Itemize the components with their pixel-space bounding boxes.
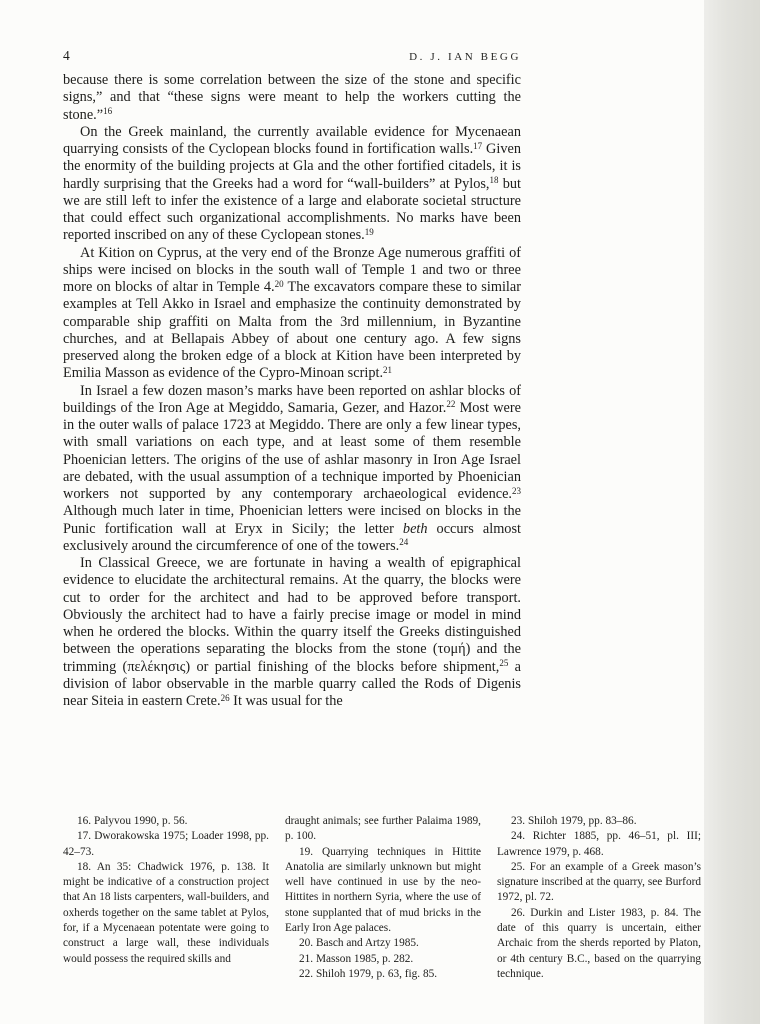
footnote: 24. Richter 1885, pp. 46–51, pl. III; Lawrence 1979, p. 468. [497,830,701,858]
footnote: 22. Shiloh 1979, p. 63, fig. 85. [299,967,438,980]
body-paragraph: On the Greek mainland, the currently available evidence for Mycenaean quarrying consists of the Cyclopean blocks found in fortification walls.$^{17}$ Given the enormity of the building projects at Gla and the other fortified citadels, it is hardly surprising that the Greeks had a word for “wall-builders” at Pylos,$^{18}$ but we are still left to infer the existence of a large and elaborate societal structure that could effect such organizational accomplishments. No marks have been reported inscribed on any of these Cyclopean stones.$^{19}$ [63,123,521,244]
body-text [63,72,521,710]
italic-term: beth [402,520,428,537]
footnote: 18. An 35: Chadwick 1976, p. 138. It might be indicative of a construction project that An 18 lists carpenters, wall-builders, and oxherds together on the same tablet at Pylos, for, if a Mycenaean potentate were going to construct a large wall, these individuals would possess the required skills and [63,860,269,965]
footnote-column [285,814,481,982]
footnote: 19. Quarrying techniques in Hittite Anatolia are similarly unknown but might well have continued in use by the neo-Hittites in northern Syria, where the use of stone supplanted that of mud bricks in the Early Iron Age palaces. [285,845,481,935]
footnote-column [63,814,269,982]
footnote-ref: 24 [399,537,409,548]
footnote: 23. Shiloh 1979, pp. 83–86. [511,815,637,827]
footnote: 21. Masson 1985, p. 282. [299,952,414,965]
body-paragraph: At Kition on Cyprus, at the very end of the Bronze Age numerous graffiti of ships were incised on blocks in the south wall of Temple 1 and two or three more on blocks of altar in Temple 4.20 The excavators compare these to similar examples at Tell Akko in Israel and emphasize the continuity demonstrated by comparable ship graffiti on Malta from the 3rd millennium, in Byzantine churches, and at Bellapais Abbey of about one century ago. A few signs preserved along the broken edge of a block at Kition have been interpreted by Emilia Masson as evidence of the Cypro-Minoan script.$^{21}$ [63,244,521,382]
running-head: D. J. IAN BEGG [409,51,521,63]
footnote-ref: 16 [103,106,113,116]
page-header [63,48,521,64]
footnote-ref: 20 [274,278,284,289]
footnote-ref: 22 [446,399,456,410]
footnote-ref: 17 [473,140,483,151]
footnote-ref: 26 [220,692,230,703]
footnotes [63,814,701,982]
footnote: draught animals; see further Palaima 1989, p. 100. [285,815,481,843]
footnote-ref: 19 [364,226,374,237]
footnote: 16. Palyvou 1990, p. 56. [77,815,188,827]
footnote: 26. Durkin and Lister 1983, p. 84. The date of this quarry is uncertain, either Archaic from the sherds reported by Platon, or 4th century B.C., based on the quarrying technique. [497,906,701,980]
footnote-ref: 25 [499,658,509,668]
footnote: 20. Basch and Artzy 1985. [299,937,419,950]
footnote: 17. Dworakowska 1975; Loader 1998, pp. 42–73. [63,830,269,858]
footnote-ref: 18 [489,175,499,185]
footnote-ref: 23 [512,485,521,496]
body-paragraph: In Classical Greece, we are fortunate in having a wealth of epigraphical evidence to elucidate the architectural remains. At the quarry, the blocks were cut to order for the architect and had to be approved before transport. Obviously the architect had to have a fairly precise image or model in mind when he ordered the blocks. Within the quarry itself the Greeks distinguished between the operations separating the blocks from the stone (τομή) and the trimming (πελέκησις) or partial finishing of the blocks before shipment,$^{25}$ a division of labor observable in the marble quarry called the Rods of Digenis near Siteia in eastern Crete.$^{26}$ It was usual for the [63,555,521,709]
footnote-column [497,814,701,982]
scan-edge-shadow [704,0,760,1024]
page-number: 4 [63,48,70,63]
footnote-ref: 21 [383,364,393,375]
body-paragraph: In Israel a few dozen mason’s marks have been reported on ashlar blocks of buildings of the Iron Age at Megiddo, Samaria, Gezer, and Hazor.$^{22}$ Most were in the outer walls of palace 1723 at Megiddo. There are only a few linear types, with small variations on each type, and at least some of them resemble Phoenician letters. The origins of the use of ashlar masonry in Iron Age Israel are debated, with the usual assumption of a technique imported by Phoenician workers not supported by any contemporary archaeological evidence.$^{23}$ Although much later in time, Phoenician letters were incised on blocks in the Punic fortification wall at Eryx in Sicily; the letter beth occurs almost exclusively around the circumference of one of the towers.$^{24}$ [63,382,521,554]
footnote: 25. For an example of a Greek mason’s signature inscribed at the quarry, see Burford 1972, pl. 72. [497,860,701,904]
body-paragraph: because there is some correlation between the size of the stone and specific signs,” and that “these signs were meant to help the workers cutting the stone.”$^{16}$ [63,72,521,123]
